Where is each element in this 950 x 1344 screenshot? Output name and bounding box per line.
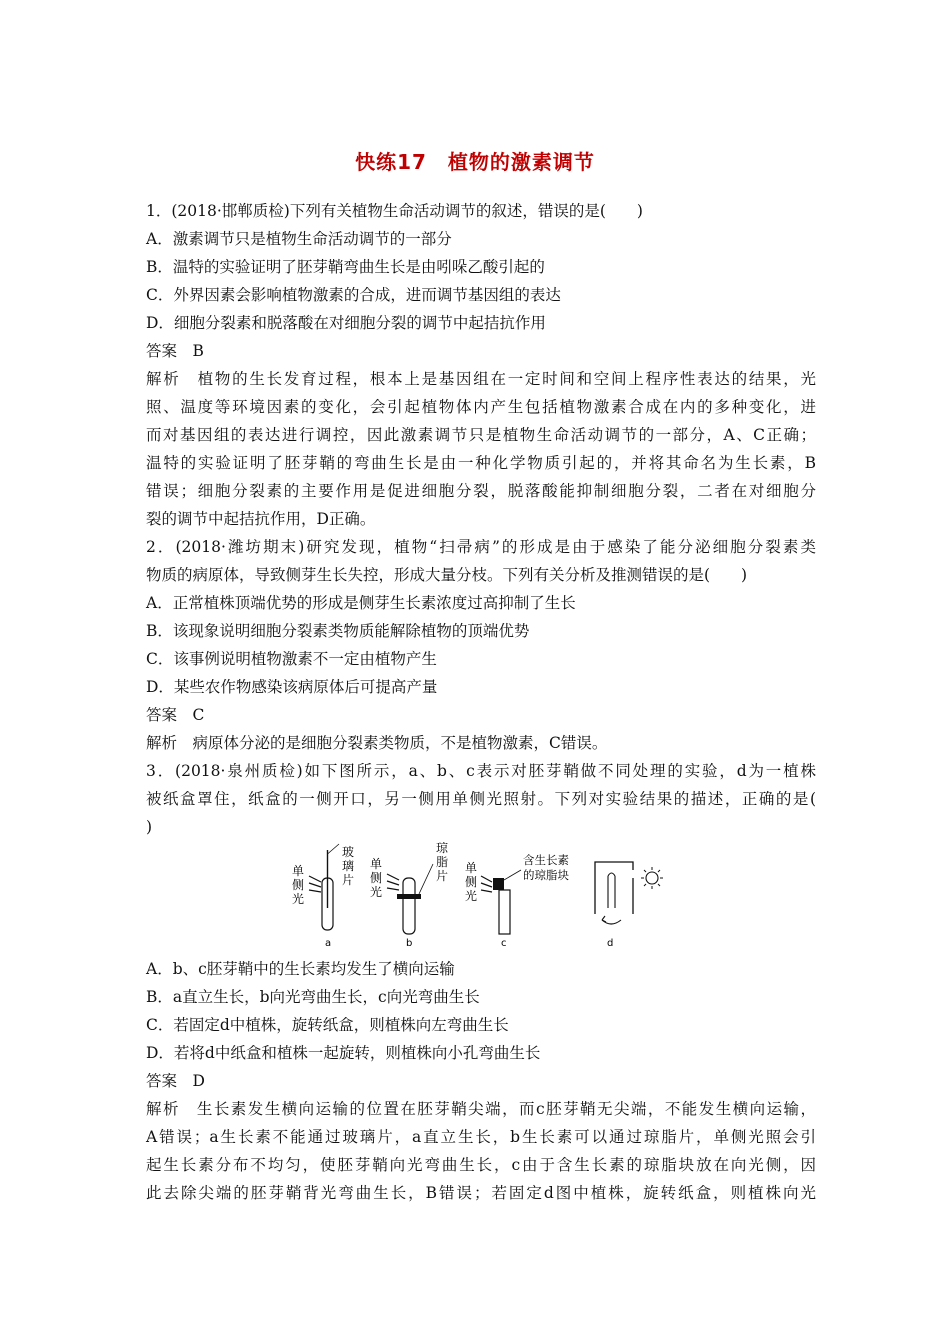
q1-option-b: B．温特的实验证明了胚芽鞘弯曲生长是由吲哚乙酸引起的 bbox=[146, 258, 545, 276]
light-label-char: 光 bbox=[292, 892, 305, 906]
panel-c bbox=[465, 853, 569, 949]
auxin-block-label: 的琼脂块 bbox=[523, 868, 569, 882]
q2-analysis-line: 解析 病原体分泌的是细胞分裂素类物质，不是植物激素，C错误。 bbox=[146, 734, 608, 752]
panel-b bbox=[370, 842, 449, 949]
q3-analysis-line: 解析 生长素发生横向运输的位置在胚芽鞘尖端，而c胚芽鞘无尖端，不能发生横向运输， bbox=[146, 1100, 816, 1118]
pointer-line bbox=[328, 844, 340, 854]
q1-analysis-line: 温特的实验证明了胚芽鞘的弯曲生长是由一种化学物质引起的，并将其命名为生长素，B bbox=[146, 454, 816, 472]
q3-stem-line: ) bbox=[146, 818, 153, 836]
coleoptile bbox=[403, 878, 415, 934]
decapitated-coleoptile bbox=[499, 890, 510, 934]
agar-plate bbox=[397, 894, 421, 899]
q1-analysis-line: 而对基因组的表达进行调控，因此激素调节只是植物生命活动调节的一部分，A、C正确； bbox=[146, 426, 816, 444]
panel-d bbox=[595, 862, 663, 949]
agar-label-char: 片 bbox=[436, 869, 449, 883]
light-label-char: 单 bbox=[292, 864, 305, 878]
light-label-char: 侧 bbox=[370, 871, 383, 885]
light-label-char: 单 bbox=[370, 857, 383, 871]
panel-label: d bbox=[607, 938, 614, 949]
glass-label-char: 玻 bbox=[342, 845, 355, 859]
q1-option-a: A．激素调节只是植物生命活动调节的一部分 bbox=[146, 230, 452, 248]
light-label-char: 侧 bbox=[465, 875, 478, 889]
q2-option-b: B．该现象说明细胞分裂素类物质能解除植物的顶端优势 bbox=[146, 622, 530, 640]
pointer-line bbox=[419, 864, 433, 894]
q3-answer: 答案 D bbox=[146, 1072, 205, 1090]
q1-analysis-line: 解析 植物的生长发育过程，根本上是基因组在一定时间和空间上程序性表达的结果，光 bbox=[146, 370, 816, 388]
plant bbox=[608, 873, 615, 908]
panel-a bbox=[292, 844, 354, 949]
panel-label: a bbox=[325, 938, 332, 949]
panel-label: b bbox=[406, 938, 413, 949]
paper-box bbox=[595, 862, 633, 914]
panel-label: c bbox=[501, 938, 507, 949]
q3-analysis-line: A错误；a生长素不能通过玻璃片，a直立生长，b生长素可以通过琼脂片，单侧光照会引 bbox=[146, 1128, 816, 1146]
light-label-char: 侧 bbox=[292, 878, 305, 892]
light-arrows-icon bbox=[481, 876, 492, 892]
q2-stem-line: 2．(2018·潍坊期末)研究发现，植物“扫帚病”的形成是由于感染了能分泌细胞分裂素类 bbox=[146, 538, 816, 556]
agar-label-char: 脂 bbox=[436, 855, 449, 869]
q3-option-b: B．a直立生长，b向光弯曲生长，c向光弯曲生长 bbox=[146, 988, 480, 1006]
q3-option-a: A．b、c胚芽鞘中的生长素均发生了横向运输 bbox=[146, 960, 455, 978]
light-arrows-icon bbox=[387, 874, 399, 890]
light-arrows-icon bbox=[309, 876, 321, 892]
q1-stem: 1．(2018·邯郸质检)下列有关植物生命活动调节的叙述，错误的是( ) bbox=[146, 202, 643, 220]
glass-label-char: 片 bbox=[342, 873, 355, 887]
q3-stem-line: 被纸盒罩住，纸盒的一侧开口，另一侧用单侧光照射。下列对实验结果的描述，正确的是( bbox=[146, 790, 816, 808]
auxin-agar-block bbox=[493, 878, 504, 890]
pointer-line bbox=[504, 870, 521, 880]
q1-analysis-line: 错误；细胞分裂素的主要作用是促进细胞分裂，脱落酸能抑制细胞分裂，二者在对细胞分 bbox=[146, 482, 816, 500]
experiment-figure bbox=[285, 842, 675, 952]
q3-analysis-line: 起生长素分布不均匀，使胚芽鞘向光弯曲生长，c由于含生长素的琼脂块放在向光侧，因 bbox=[146, 1156, 816, 1174]
agar-label-char: 琼 bbox=[436, 842, 449, 855]
q1-option-c: C．外界因素会影响植物激素的合成，进而调节基因组的表达 bbox=[146, 286, 561, 304]
q2-answer: 答案 C bbox=[146, 706, 205, 724]
q3-stem-line: 3．(2018·泉州质检)如下图所示，a、b、c表示对胚芽鞘做不同处理的实验，d为一植株 bbox=[146, 762, 816, 780]
q3-option-d: D．若将d中纸盒和植株一起旋转，则植株向小孔弯曲生长 bbox=[146, 1044, 541, 1062]
q2-option-c: C．该事例说明植物激素不一定由植物产生 bbox=[146, 650, 437, 668]
q1-analysis-line: 裂的调节中起拮抗作用，D正确。 bbox=[146, 510, 376, 528]
q1-answer: 答案 B bbox=[146, 342, 204, 360]
q2-stem-line: 物质的病原体，导致侧芽生长失控，形成大量分枝。下列有关分析及推测错误的是( ) bbox=[146, 566, 748, 584]
auxin-block-label: 含生长素 bbox=[523, 853, 569, 867]
page-title: 快练17 植物的激素调节 bbox=[355, 150, 595, 174]
q2-option-d: D．某些农作物感染该病原体后可提高产量 bbox=[146, 678, 438, 696]
q3-analysis-line: 此去除尖端的胚芽鞘背光弯曲生长，B错误；若固定d图中植株，旋转纸盒，则植株向光 bbox=[146, 1184, 816, 1202]
q1-option-d: D．细胞分裂素和脱落酸在对细胞分裂的调节中起拮抗作用 bbox=[146, 314, 546, 332]
q1-analysis-line: 照、温度等环境因素的变化，会引起植物体内产生包括植物激素合成在内的多种变化，进 bbox=[146, 398, 816, 416]
light-label-char: 单 bbox=[465, 861, 478, 875]
sun-icon bbox=[641, 867, 663, 889]
q3-option-c: C．若固定d中植株，旋转纸盒，则植株向左弯曲生长 bbox=[146, 1016, 509, 1034]
light-label-char: 光 bbox=[465, 889, 478, 903]
q2-option-a: A．正常植株顶端优势的形成是侧芽生长素浓度过高抑制了生长 bbox=[146, 594, 576, 612]
light-label-char: 光 bbox=[370, 885, 383, 899]
glass-label-char: 璃 bbox=[342, 859, 355, 873]
